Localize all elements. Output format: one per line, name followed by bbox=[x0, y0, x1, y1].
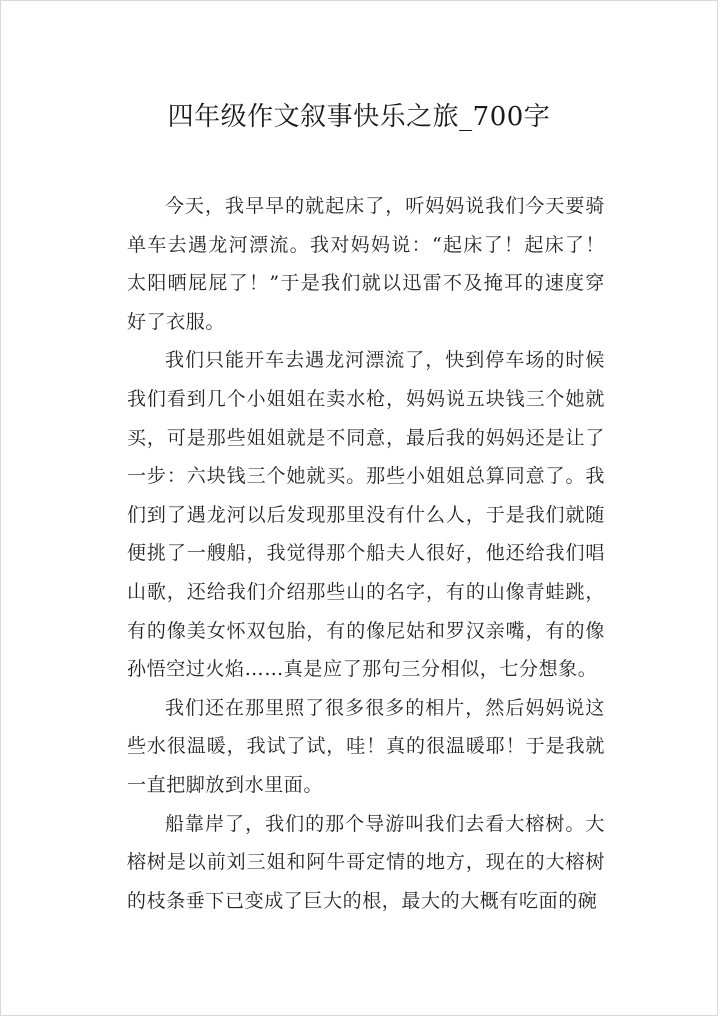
document-body bbox=[127, 187, 605, 920]
paragraph: 我们还在那里照了很多很多的相片，然后妈妈说这些水很温暖，我试了试，哇！真的很温暖耶！于是我就一直把脚放到水里面。 bbox=[127, 696, 605, 796]
paragraph: 今天，我早早的就起床了，听妈妈说我们今天要骑单车去遇龙河漂流。我对妈妈说：“起床了！起床了！太阳晒屁屁了！”于是我们就以迅雷不及掩耳的速度穿好了衣服。 bbox=[127, 195, 605, 333]
paragraph: 船靠岸了，我们的那个导游叫我们去看大榕树。大榕树是以前刘三姐和阿牛哥定情的地方，现在的大榕树的枝条垂下已变成了巨大的根，最大的大概有吃面的碗 bbox=[127, 812, 605, 912]
document-title: 四年级作文叙事快乐之旅_700字 bbox=[167, 102, 551, 132]
paragraph: 我们只能开车去遇龙河漂流了，快到停车场的时候我们看到几个小姐姐在卖水枪，妈妈说五块钱三个她就买，可是那些姐姐就是不同意，最后我的妈妈还是让了一步：六块钱三个她就买。那些小姐姐总算同意了。我们到了遇龙河以后发现那里没有什么人，于是我们就随便挑了一艘船，我觉得那个船夫人很好，他还给我们唱山歌，还给我们介绍那些山的名字，有的山像青蛙跳，有的像美女怀双包胎，有的像尼姑和罗汉亲嘴，有的像孙悟空过火焰……真是应了那句三分相似，七分想象。 bbox=[127, 349, 605, 681]
